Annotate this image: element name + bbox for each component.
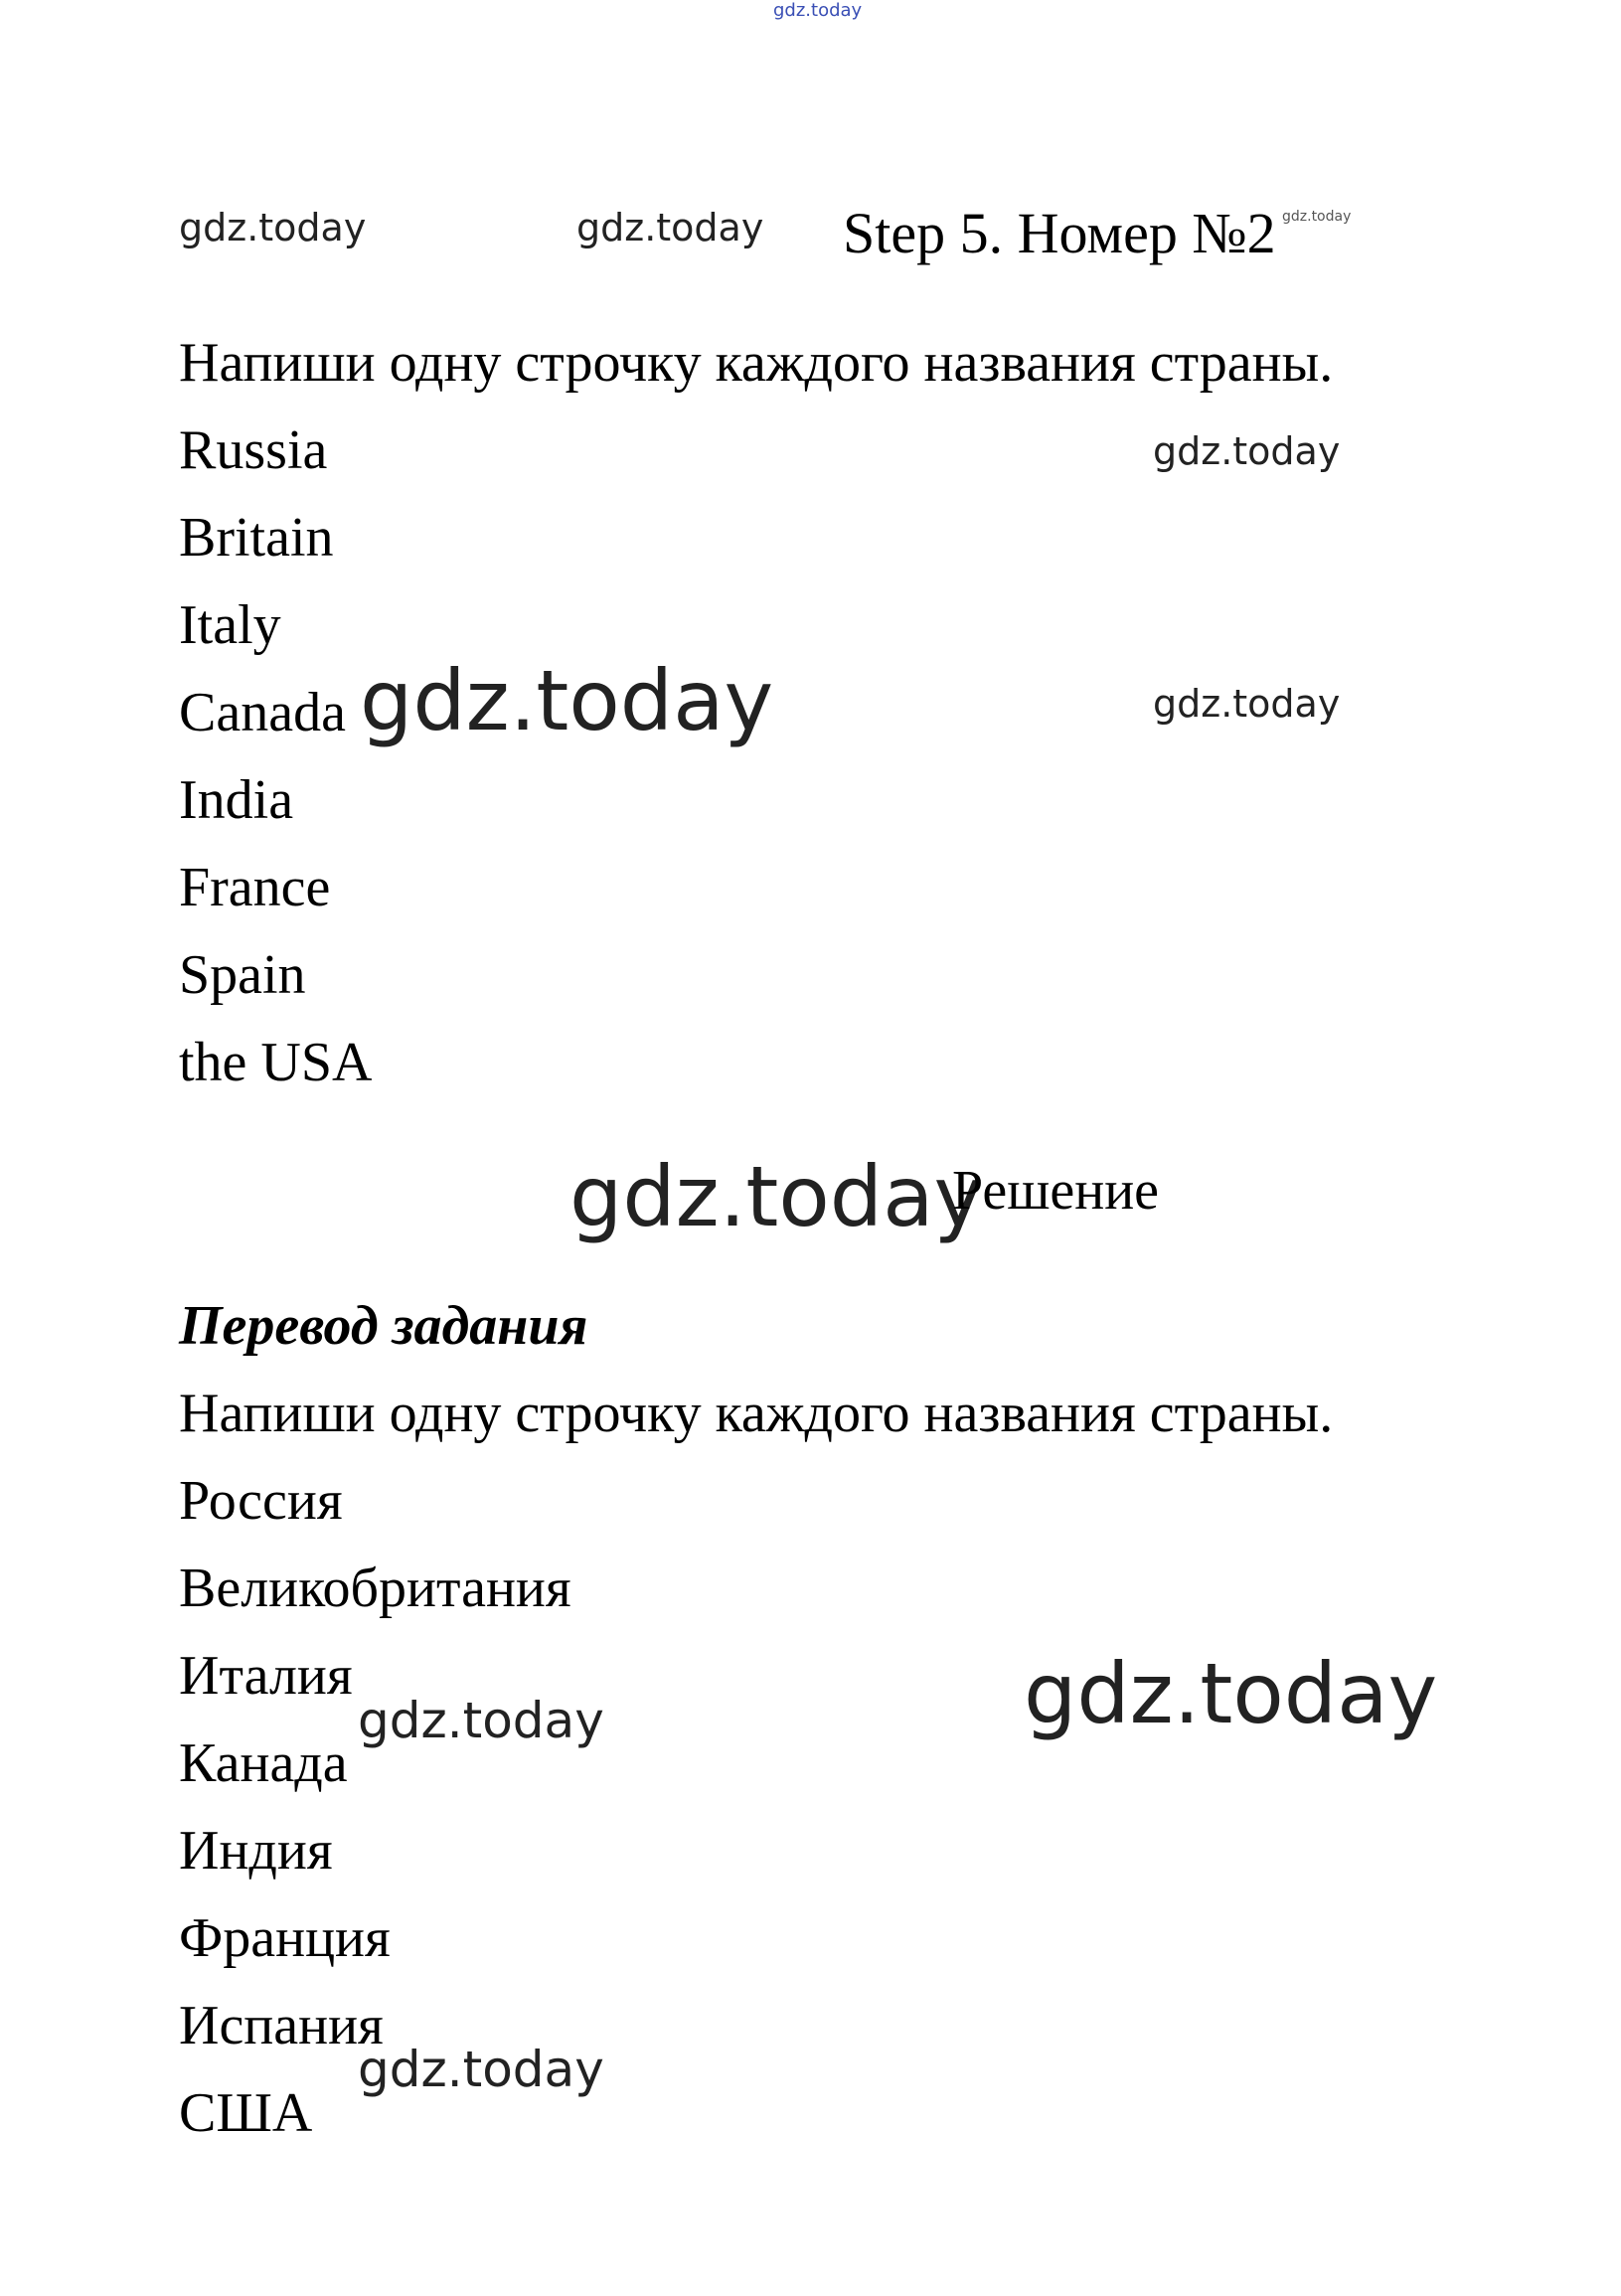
watermark-large-right: gdz.today <box>1024 1645 1438 1742</box>
watermark-right-1: gdz.today <box>1153 429 1341 473</box>
watermark-top: gdz.today <box>773 0 863 21</box>
translated-country-item: Индия <box>179 1820 333 1882</box>
watermark-right-2: gdz.today <box>1153 682 1341 726</box>
translated-country-item: США <box>179 2082 313 2144</box>
translated-country-item: Испания <box>179 1995 384 2056</box>
watermark-header-tiny: gdz.today <box>1282 209 1352 225</box>
page-title: Step 5. Номер №2 <box>843 201 1276 265</box>
watermark-header-left: gdz.today <box>179 206 367 249</box>
solution-label: Решение <box>952 1160 1160 1222</box>
country-item: France <box>179 857 331 918</box>
watermark-mid-1: gdz.today <box>358 1692 604 1749</box>
watermark-header-middle: gdz.today <box>576 206 764 249</box>
translated-instruction: Напиши одну строчку каждого названия страны. <box>179 1383 1334 1444</box>
country-item: Italy <box>179 594 281 656</box>
watermark-large-solution: gdz.today <box>569 1148 984 1245</box>
country-item: Britain <box>179 507 334 569</box>
translation-heading: Перевод задания <box>179 1295 588 1357</box>
country-item: Spain <box>179 944 306 1006</box>
country-item: Canada <box>179 682 346 743</box>
country-item: India <box>179 769 294 831</box>
translated-country-item: Великобритания <box>179 1558 571 1619</box>
translated-country-item: Франция <box>179 1907 391 1969</box>
translated-country-item: Италия <box>179 1645 353 1707</box>
translated-country-item: Канада <box>179 1732 348 1794</box>
task-instruction: Напиши одну строчку каждого названия страны. <box>179 332 1334 394</box>
country-item: Russia <box>179 419 328 481</box>
country-item: the USA <box>179 1032 373 1093</box>
watermark-large-canada: gdz.today <box>360 652 774 749</box>
translated-country-item: Россия <box>179 1470 343 1532</box>
watermark-mid-2: gdz.today <box>358 2041 604 2098</box>
